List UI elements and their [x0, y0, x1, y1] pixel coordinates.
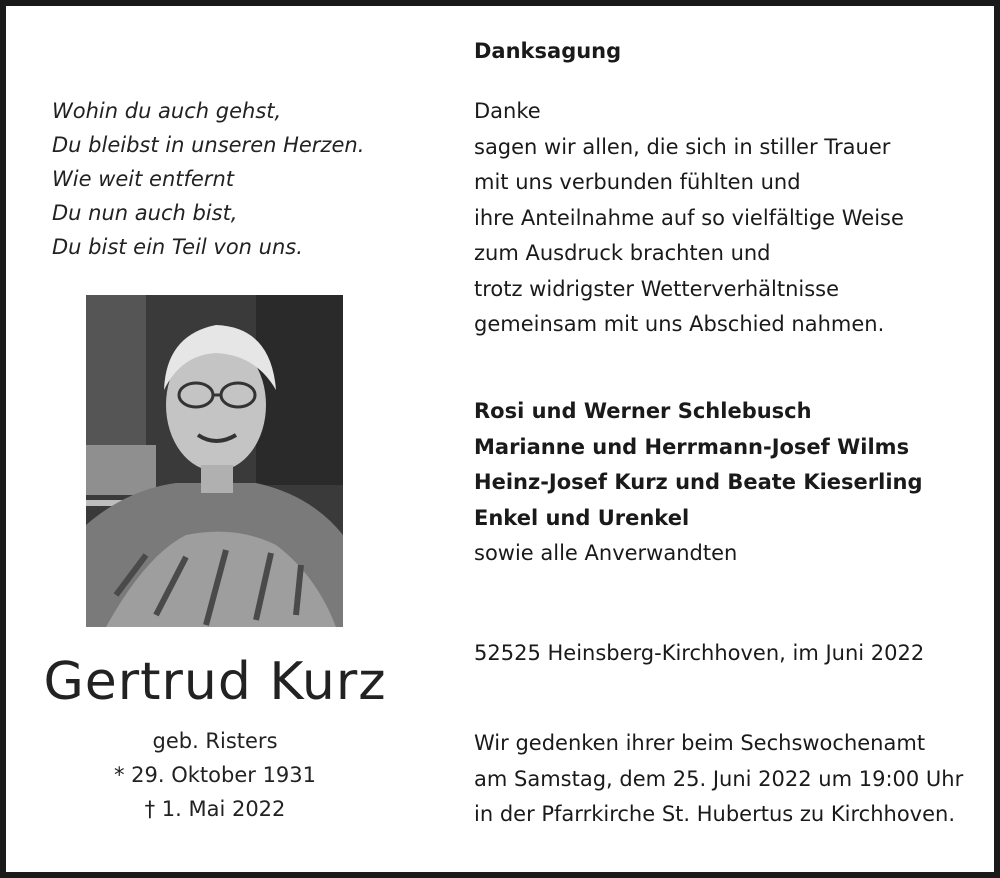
portrait-illustration: [86, 295, 343, 627]
thanks-line: gemeinsam mit uns Abschied nahmen.: [474, 312, 885, 336]
birth-date: * 29. Oktober 1931: [113, 763, 317, 787]
thanks-line: zum Ausdruck brachten und: [474, 241, 771, 265]
death-date: † 1. Mai 2022: [144, 797, 286, 821]
family-name: Rosi und Werner Schlebusch: [474, 399, 812, 423]
thanks-line: mit uns verbunden fühlten und: [474, 170, 801, 194]
poem-line: Du nun auch bist,: [52, 201, 238, 225]
thanks-line: Danke: [474, 99, 541, 123]
thanks-line: sagen wir allen, die sich in stiller Trauer: [474, 134, 891, 159]
poem-line: Wie weit entfernt: [52, 167, 234, 191]
service-line: in der Pfarrkirche St. Hubertus zu Kirchhoven.: [474, 802, 956, 826]
poem-line: Wohin du auch gehst,: [52, 99, 282, 123]
portrait-photo: [86, 295, 343, 627]
family-signatories: [474, 394, 994, 572]
memorial-poem: [52, 94, 442, 264]
family-name: Marianne und Herrmann-Josef Wilms: [474, 434, 910, 459]
poem-line: Du bleibst in unseren Herzen.: [52, 133, 365, 157]
poem-line: Du bist ein Teil von uns.: [52, 235, 303, 259]
thanks-line: trotz widrigster Wetterverhältnisse: [474, 276, 840, 301]
deceased-name: Gertrud Kurz: [43, 652, 387, 712]
life-dates: [6, 724, 424, 826]
thanks-text: [474, 94, 994, 343]
service-line: Wir gedenken ihrer beim Sechswochenamt: [474, 731, 926, 755]
service-line: am Samstag, dem 25. Juni 2022 um 19:00 Uhr: [474, 766, 964, 791]
thanks-line: ihre Anteilnahme auf so vielfältige Weise: [474, 205, 904, 230]
thanks-heading: Danksagung: [474, 39, 622, 63]
relatives-note: sowie alle Anverwandten: [474, 541, 738, 565]
memorial-service-info: [474, 726, 994, 833]
family-name: Enkel und Urenkel: [474, 505, 690, 530]
family-name: Heinz-Josef Kurz und Beate Kieserling: [474, 470, 923, 494]
place-date: 52525 Heinsberg-Kirchhoven, im Juni 2022: [474, 641, 925, 665]
birth-name: geb. Risters: [152, 729, 278, 753]
